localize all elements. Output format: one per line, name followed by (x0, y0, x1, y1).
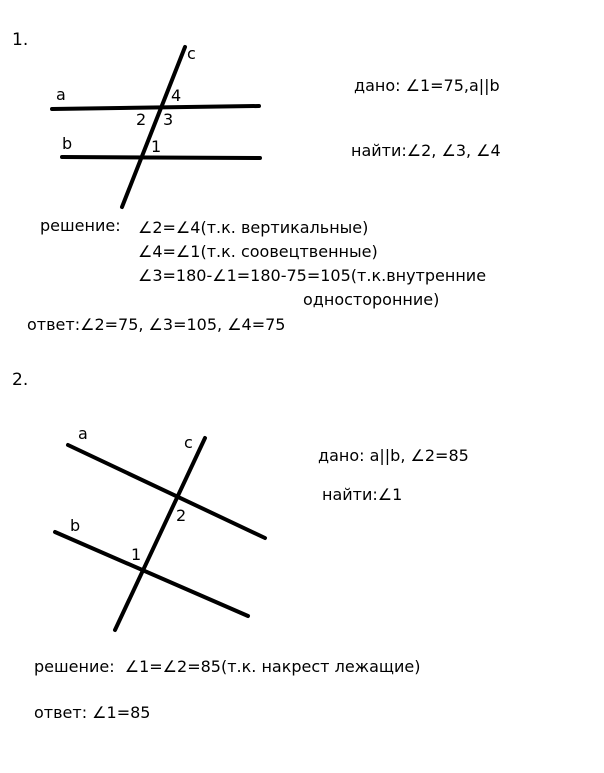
angle-label-2: 2 (176, 506, 187, 525)
angle-label-2: 2 (136, 110, 147, 129)
line-label-c: c (184, 433, 193, 452)
line-label-b: b (70, 516, 81, 535)
problem-number: 2. (12, 370, 29, 390)
solution-step: ∠4=∠1(т.к. соовецтвенные) (138, 242, 378, 261)
line-label-c: c (187, 44, 196, 63)
angle-label-3: 3 (163, 110, 174, 129)
line-label-a: a (56, 85, 66, 104)
answer-text: ответ:∠2=75, ∠3=105, ∠4=75 (27, 315, 286, 334)
problem-number: 1. (12, 30, 29, 50)
solution-step: односторонние) (303, 290, 440, 309)
line-b (55, 532, 248, 616)
find-text: найти:∠1 (322, 485, 403, 504)
angle-label-1: 1 (131, 545, 142, 564)
angle-label-1: 1 (151, 137, 162, 156)
solution-text: решение: ∠1=∠2=85(т.к. накрест лежащие) (34, 657, 421, 676)
given-text: дано: ∠1=75,a||b (354, 76, 500, 95)
line-c (115, 438, 205, 630)
line-label-b: b (62, 134, 73, 153)
find-text: найти:∠2, ∠3, ∠4 (351, 141, 501, 160)
solution-label: решение: (40, 216, 121, 235)
solution-step: ∠2=∠4(т.к. вертикальные) (138, 218, 369, 237)
solution-step: ∠3=180-∠1=180-75=105(т.к.внутренние (138, 266, 487, 285)
given-text: дано: a||b, ∠2=85 (318, 446, 469, 465)
answer-text: ответ: ∠1=85 (34, 703, 151, 722)
line-label-a: a (78, 424, 88, 443)
angle-label-4: 4 (171, 86, 182, 105)
